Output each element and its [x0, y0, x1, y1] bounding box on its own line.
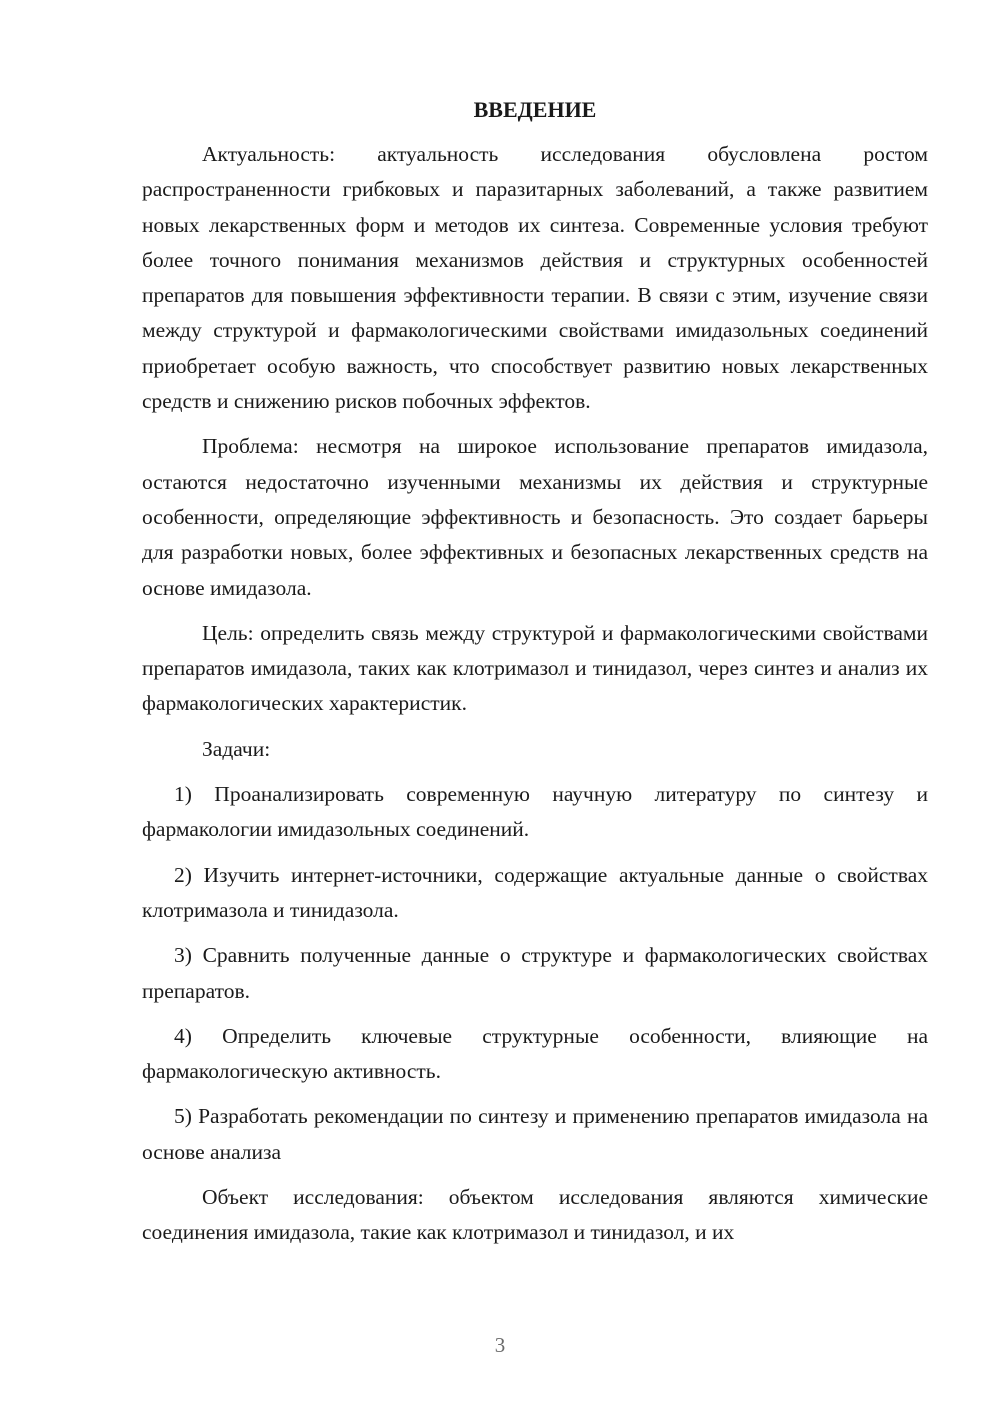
- task-item-2: 2) Изучить интернет-источники, содержащие актуальные данные о свойствах клотримазола и тинидазола.: [142, 862, 928, 922]
- paragraph-object: Объект исследования: объектом исследования являются химические соединения имидазола, такие как клотримазол и тинидазол, и их: [142, 1185, 928, 1245]
- paragraph-goal: Цель: определить связь между структурой и фармакологическими свойствами препаратов имидазола, таких как клотримазол и тинидазол, через синтез и анализ их фармакологических характеристик.: [142, 620, 928, 716]
- page-number: 3: [494, 1333, 506, 1357]
- paragraph-relevance: Актуальность: актуальность исследования обусловлена ростом распространенности грибковых и паразитарных заболеваний, а также развитием новых лекарственных форм и методов их синтеза. Современные условия требуют более точного понимания механизмов действия и структурных особенностей препаратов для повышения эффективности терапии. В связи с этим, изучение связи между структурой и фармакологическими свойствами имидазольных соединений приобретает особую важность, что способствует развитию новых лекарственных средств и снижению рисков побочных эффектов.: [142, 142, 928, 414]
- task-item-5: 5) Разработать рекомендации по синтезу и применению препаратов имидазола на основе анализа: [142, 1104, 928, 1164]
- section-title: ВВЕДЕНИЕ: [473, 97, 597, 122]
- task-item-4: 4) Определить ключевые структурные особенности, влияющие на фармакологическую активность.: [142, 1023, 928, 1084]
- tasks-heading: Задачи:: [202, 736, 271, 761]
- document-page: [142, 92, 928, 1261]
- task-item-1: 1) Проанализировать современную научную литературу по синтезу и фармакологии имидазольных соединений.: [142, 782, 928, 842]
- paragraph-problem: Проблема: несмотря на широкое использование препаратов имидазола, остаются недостаточно изученными механизмы их действия и структурные особенности, определяющие эффективность и безопасность. Это создает барьеры для разработки новых, более эффективных и безопасных лекарственных средств на основе имидазола.: [142, 434, 928, 600]
- task-item-3: 3) Сравнить полученные данные о структуре и фармакологических свойствах препаратов.: [142, 943, 928, 1003]
